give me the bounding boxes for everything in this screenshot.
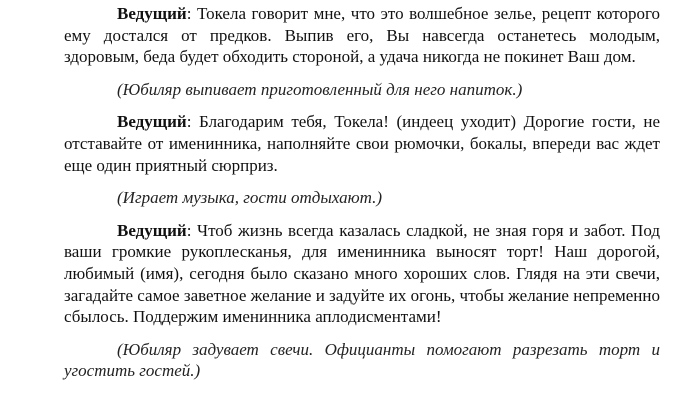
host-line-1 — [64, 0, 660, 68]
host-speech: : Благодарим тебя, Токела! (индеец уходит) Дорогие гости, не отставайте от именинника, наполняйте свои рюмочки, бокалы, впереди вас ждет еще один приятный сюрприз. — [64, 112, 660, 175]
stage-direction-2: (Играет музыка, гости отдыхают.) — [117, 188, 383, 208]
speaker-name: Ведущий — [117, 112, 187, 132]
host-speech: : Токела говорит мне, что это волшебное зелье, рецепт которого ему достался от предков. Выпив его, Вы навсегда останетесь молодым, здоровым, беда будет обходить стороной, а удача никогда не покинет Ваш дом. — [64, 4, 660, 67]
host-speech: : Чтоб жизнь всегда казалась сладкой, не зная горя и забот. Под ваши громкие рукоплесканья, для именинника выносят торт! Наш дорогой, любимый (имя), сегодня было сказано много хороших слов. Глядя на эти свечи, загадайте самое заветное желание и задуйте их огонь, чтобы желание непременно сбылось. Поддержим именинника аплодисментами! — [64, 220, 660, 327]
host-line-3 — [64, 220, 660, 328]
document-page — [64, 0, 660, 382]
stage-direction-3: (Юбиляр задувает свечи. Официанты помогают разрезать торт и угостить гостей.) — [64, 339, 660, 381]
speaker-name: Ведущий — [117, 4, 187, 23]
stage-direction-1: (Юбиляр выпивает приготовленный для него напиток.) — [117, 79, 523, 99]
host-line-2 — [64, 111, 660, 176]
speaker-name: Ведущий — [117, 220, 187, 240]
